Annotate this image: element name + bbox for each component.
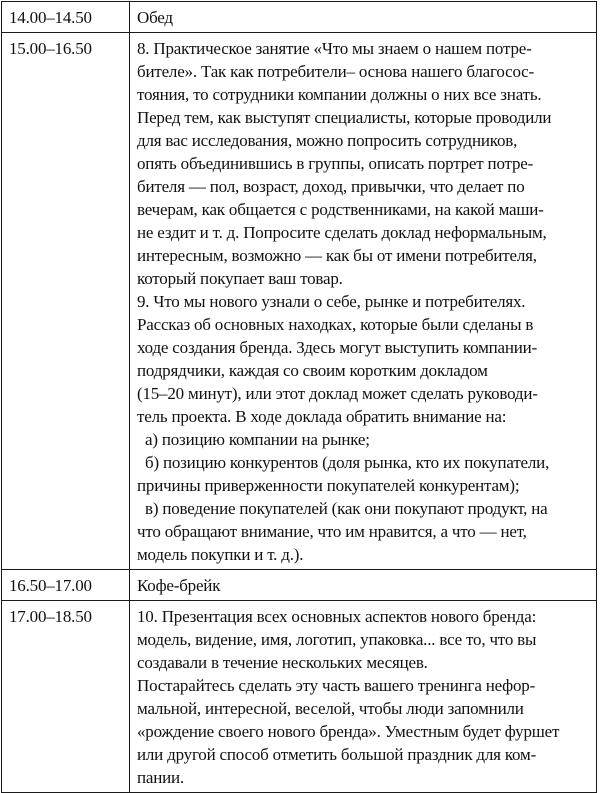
schedule-table — [1, 1, 597, 793]
activity-line: 10. Презентация всех основных аспектов нового бренда: — [137, 607, 537, 626]
time-value: 16.50–17.00 — [9, 576, 92, 595]
activity-line: бителе». Так как потребители– основа нашего благосос- — [137, 62, 534, 81]
activity-line: Рассказ об основных находках, которые были сделаны в — [137, 315, 534, 334]
list-item-line: что обращают внимание, что им нравится, а что — нет, — [137, 522, 527, 541]
activity-line: или другой способ отметить большой праздник для ком- — [137, 745, 537, 764]
activity-cell — [130, 601, 597, 793]
activity-cell — [130, 33, 597, 570]
activity-line: Кофе-брейк — [137, 576, 221, 595]
activity-line: Постарайтесь сделать эту часть вашего тренинга нефор- — [137, 676, 536, 695]
activity-line: интересным, возможно — как бы от имени потребителя, — [137, 246, 537, 265]
activity-line: Обед — [137, 8, 173, 27]
schedule-row — [2, 601, 597, 793]
activity-cell — [130, 2, 597, 33]
time-value: 15.00–16.50 — [9, 39, 92, 58]
activity-line: подрядчики, каждая со своим коротким докладом — [137, 361, 488, 380]
activity-cell — [130, 570, 597, 601]
activity-line: мальной, интересной, веселой, чтобы люди запомнили — [137, 699, 524, 718]
activity-line: который покупает ваш товар. — [137, 269, 343, 288]
activity-line: опять объединившись в группы, описать портрет потре- — [137, 154, 534, 173]
activity-line: модель, видение, имя, логотип, упаковка... все то, что вы — [137, 630, 537, 649]
time-value: 14.00–14.50 — [9, 8, 92, 27]
list-item-line: модель покупки и т. д.). — [137, 545, 304, 564]
list-item-line: в) поведение покупателей (как они покупают продукт, на — [145, 499, 548, 518]
activity-line: 9. Что мы нового узнали о себе, рынке и потребителях. — [137, 292, 526, 311]
list-item-line: б) позицию конкурентов (доля рынка, кто их покупатели, — [145, 453, 550, 472]
time-cell — [2, 2, 130, 33]
activity-line: Перед тем, как выступят специалисты, которые проводили — [137, 108, 552, 127]
activity-line: «рождение своего нового бренда». Уместным будет фуршет — [137, 722, 560, 741]
activity-line: (15–20 минут), или этот доклад может сделать руководи- — [137, 384, 538, 403]
schedule-row — [2, 33, 597, 570]
schedule-row — [2, 2, 597, 33]
activity-line: создавали в течение нескольких месяцев. — [137, 653, 428, 672]
activity-line: бителя — пол, возраст, доход, привычки, что делает по — [137, 177, 525, 196]
activity-line: 8. Практическое занятие «Что мы знаем о нашем потре- — [137, 39, 532, 58]
activity-line: тель проекта. В ходе доклада обратить внимание на: — [137, 407, 507, 426]
activity-line: не ездит и т. д. Попросите сделать доклад неформальным, — [137, 223, 547, 242]
list-item-line: а) позицию компании на рынке; — [145, 430, 370, 449]
time-cell — [2, 33, 130, 570]
activity-line: пании. — [137, 768, 184, 787]
list-item-line: причины приверженности покупателей конкурентам); — [137, 476, 520, 495]
time-value: 17.00–18.50 — [9, 607, 92, 626]
activity-line: вечерам, как общается с родственниками, на какой маши- — [137, 200, 544, 219]
schedule-row — [2, 570, 597, 601]
time-cell — [2, 570, 130, 601]
time-cell — [2, 601, 130, 793]
activity-line: ходе создания бренда. Здесь могут выступить компании- — [137, 338, 538, 357]
activity-line: для вас исследования, можно попросить сотрудников, — [137, 131, 518, 150]
activity-line: тояния, то сотрудники компании должны о них все знать. — [137, 85, 542, 104]
